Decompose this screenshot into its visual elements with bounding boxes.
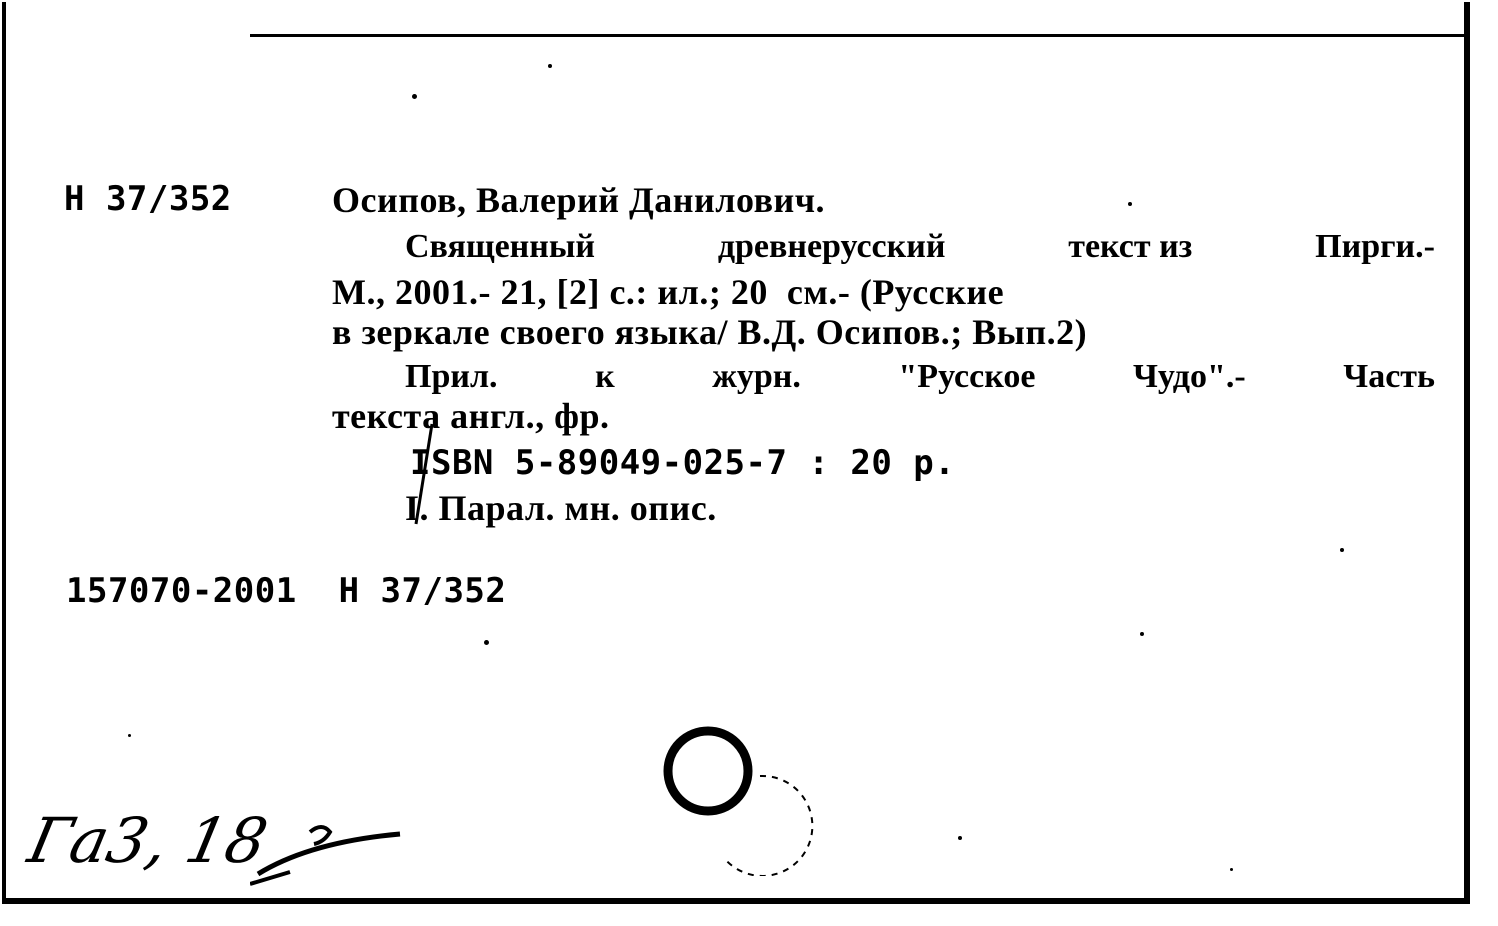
isbn-line: ISBN 5-89049-025-7 : 20 р. [410,443,956,483]
title-line-2: М., 2001.- 21, [2] с.: ил.; 20 см.- (Русские [332,272,1005,312]
scan-speck [412,94,417,99]
scan-speck [1128,202,1132,206]
note-line-1 [405,360,1435,394]
title-line-3: в зеркале своего языка/ В.Д. Осипов.; Вып.2) [332,312,1088,352]
handwritten-flourish [250,812,420,892]
card-top-rule [250,34,1466,37]
scan-speck [484,640,489,645]
note-word: журн. [712,358,801,395]
scan-speck [958,836,962,840]
correction-mark [400,420,440,530]
accession-number: 157070-2001 Н 37/352 [66,571,507,611]
punch-hole-icon [660,726,830,876]
scan-speck [1230,868,1233,871]
scan-speck [1140,632,1144,636]
note-word: "Русское [898,358,1036,395]
scan-speck [128,734,131,737]
title-word: древнерусский [717,228,946,265]
note-word: Прил. [405,358,498,395]
scan-speck [548,64,552,68]
title-word: текст из [1068,228,1193,265]
note-word: к [595,358,615,395]
title-word: Священный [405,228,595,265]
title-line-1 [405,230,1435,264]
title-word: Пирги.- [1315,228,1435,265]
scan-speck [1340,548,1344,552]
shelf-mark: Н 37/352 [64,179,232,219]
subject-entry: I. Парал. мн. опис. [405,488,717,528]
note-line-2: текста англ., фр. [332,396,610,436]
note-word: Часть [1343,358,1435,395]
note-word: Чудо".- [1132,358,1246,395]
handwritten-note: Га3, 18 [22,804,274,877]
author-heading: Осипов, Валерий Данилович. [332,180,826,220]
